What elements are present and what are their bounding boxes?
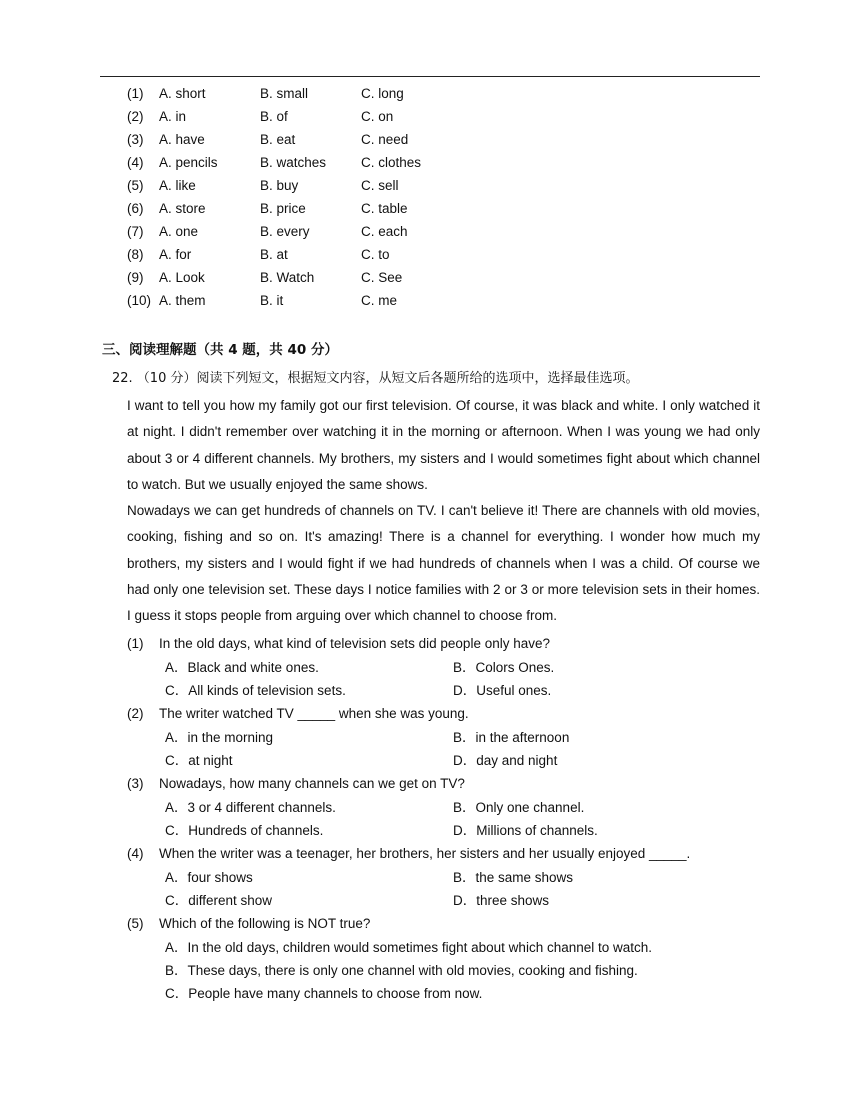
sub-question-number: (5) bbox=[127, 916, 144, 931]
item-number: (1) bbox=[127, 86, 144, 101]
answer-option-b: B．These days, there is only one channel with old movies, cooking and fishing. bbox=[165, 963, 638, 978]
item-number: (5) bbox=[127, 178, 144, 193]
option-a: A. store bbox=[159, 201, 206, 216]
item-number: (4) bbox=[127, 155, 144, 170]
answer-option-c: C．All kinds of television sets. bbox=[165, 683, 346, 698]
passage-paragraph: Nowadays we can get hundreds of channels on TV. I can't believe it! There are channels with old movies, cooking, fishing and so on. It's amazing! There is a channel for everything. I wonder how much my brothers, my sisters and I would fight if we had hundreds of channels when I was a child. Of course we had only one television set. These days I notice families with 2 or 3 or more television sets in their homes. I guess it stops people from arguing over which channel to choose from. bbox=[127, 503, 760, 624]
option-a: A. like bbox=[159, 178, 196, 193]
top-rule bbox=[100, 76, 760, 77]
option-a: A. one bbox=[159, 224, 199, 239]
question-instructions: 22. （10 分）阅读下列短文，根据短文内容，从短文后各题所给的选项中，选择最佳选项。 bbox=[112, 371, 639, 386]
answer-option-d: D．three shows bbox=[453, 893, 550, 908]
answer-option-c: C．different show bbox=[165, 893, 273, 908]
option-b: B. buy bbox=[260, 178, 299, 193]
option-c: C. me bbox=[361, 293, 398, 308]
answer-option-b: B．Only one channel. bbox=[453, 800, 585, 815]
options-row bbox=[127, 128, 547, 151]
sub-question-number: (3) bbox=[127, 776, 144, 791]
answer-option-a: A．in the morning bbox=[165, 730, 274, 745]
sub-question bbox=[127, 912, 760, 1005]
options-row bbox=[127, 197, 547, 220]
sub-question-text: In the old days, what kind of television sets did people only have? bbox=[159, 636, 550, 651]
answer-option-d: D．day and night bbox=[453, 753, 558, 768]
question-list bbox=[127, 632, 760, 1005]
option-c: C. table bbox=[361, 201, 408, 216]
option-b: B. at bbox=[260, 247, 288, 262]
answer-option-c: C．People have many channels to choose from now. bbox=[165, 986, 483, 1001]
option-b: B. of bbox=[260, 109, 288, 124]
option-b: B. every bbox=[260, 224, 310, 239]
option-c: C. each bbox=[361, 224, 408, 239]
answer-option-c: C．Hundreds of channels. bbox=[165, 823, 324, 838]
answer-option-a: A．four shows bbox=[165, 870, 253, 885]
option-c: C. need bbox=[361, 132, 409, 147]
sub-question-text: The writer watched TV _____ when she was young. bbox=[159, 706, 469, 721]
option-c: C. sell bbox=[361, 178, 399, 193]
options-row bbox=[127, 82, 547, 105]
option-b: B. eat bbox=[260, 132, 296, 147]
section-title: 三、阅读理解题（共 4 题，共 40 分） bbox=[102, 342, 338, 358]
options-row bbox=[127, 220, 547, 243]
option-a: A. pencils bbox=[159, 155, 218, 170]
sub-question-text: Which of the following is NOT true? bbox=[159, 916, 371, 931]
options-row bbox=[127, 105, 547, 128]
passage-paragraph: I want to tell you how my family got our first television. Of course, it was black and white. I only watched it at night. I didn't remember over watching it in the morning or afternoon. When I was young we had only about 3 or 4 different channels. My brothers, my sisters and I would sometimes fight about which channel to watch. But we usually enjoyed the same shows. bbox=[127, 398, 760, 492]
answer-option-b: B．in the afternoon bbox=[453, 730, 570, 745]
item-number: (10) bbox=[127, 293, 152, 308]
option-a: A. for bbox=[159, 247, 192, 262]
sub-question bbox=[127, 632, 760, 702]
option-a: A. short bbox=[159, 86, 206, 101]
answer-option-d: D．Useful ones. bbox=[453, 683, 552, 698]
options-row bbox=[127, 289, 547, 312]
sub-question-number: (2) bbox=[127, 706, 144, 721]
sub-question-text: When the writer was a teenager, her brothers, her sisters and her usually enjoyed _____. bbox=[159, 846, 691, 861]
option-a: A. Look bbox=[159, 270, 205, 285]
item-number: (7) bbox=[127, 224, 144, 239]
item-number: (6) bbox=[127, 201, 144, 216]
options-row bbox=[127, 151, 547, 174]
answer-option-b: B．the same shows bbox=[453, 870, 574, 885]
options-row bbox=[127, 266, 547, 289]
answer-option-b: B．Colors Ones. bbox=[453, 660, 555, 675]
answer-option-c: C．at night bbox=[165, 753, 233, 768]
sub-question bbox=[127, 842, 760, 912]
option-b: B. small bbox=[260, 86, 309, 101]
item-number: (2) bbox=[127, 109, 144, 124]
sub-question bbox=[127, 702, 760, 772]
item-number: (9) bbox=[127, 270, 144, 285]
option-c: C. See bbox=[361, 270, 403, 285]
sub-question bbox=[127, 772, 760, 842]
option-c: C. long bbox=[361, 86, 404, 101]
sub-question-text: Nowadays, how many channels can we get on TV? bbox=[159, 776, 465, 791]
option-b: B. Watch bbox=[260, 270, 315, 285]
option-c: C. to bbox=[361, 247, 390, 262]
option-b: B. it bbox=[260, 293, 284, 308]
sub-question-number: (4) bbox=[127, 846, 144, 861]
sub-question-number: (1) bbox=[127, 636, 144, 651]
answer-option-a: A．3 or 4 different channels. bbox=[165, 800, 336, 815]
options-row bbox=[127, 174, 547, 197]
option-b: B. watches bbox=[260, 155, 327, 170]
option-a: A. in bbox=[159, 109, 187, 124]
reading-passage bbox=[127, 393, 760, 630]
item-number: (3) bbox=[127, 132, 144, 147]
option-b: B. price bbox=[260, 201, 306, 216]
option-c: C. clothes bbox=[361, 155, 422, 170]
option-a: A. have bbox=[159, 132, 205, 147]
answer-option-d: D．Millions of channels. bbox=[453, 823, 598, 838]
options-row bbox=[127, 243, 547, 266]
item-number: (8) bbox=[127, 247, 144, 262]
answer-option-a: A．Black and white ones. bbox=[165, 660, 319, 675]
option-a: A. them bbox=[159, 293, 206, 308]
option-c: C. on bbox=[361, 109, 394, 124]
options-table bbox=[127, 82, 547, 312]
answer-option-a: A．In the old days, children would sometimes fight about which channel to watch. bbox=[165, 940, 653, 955]
